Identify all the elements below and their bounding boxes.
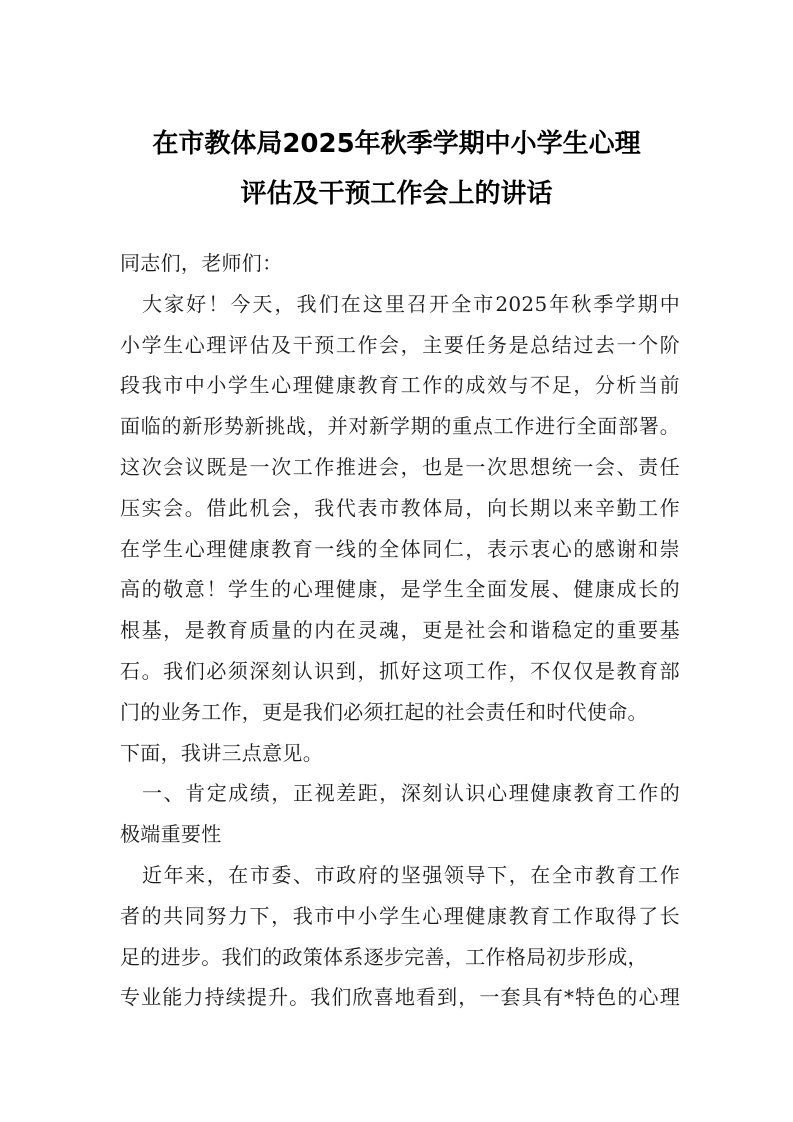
paragraph-line: 近年来，在市委、市政府的坚强领导下，在全市教育工作 <box>142 862 680 887</box>
paragraph-line: 大家好！今天，我们在这里召开全市2025年秋季学期中 <box>142 291 680 316</box>
salutation: 同志们，老师们： <box>120 251 283 275</box>
paragraph-line: 压实会。借此机会，我代表市教体局，向长期以来辛勤工作 <box>120 495 680 520</box>
paragraph-line: 段我市中小学生心理健康教育工作的成效与不足，分析当前 <box>120 373 680 398</box>
document-body <box>120 243 680 1018</box>
paragraph-line: 根基，是教育质量的内在灵魂，更是社会和谐稳定的重要基 <box>120 618 680 643</box>
paragraph-line: 小学生心理评估及干预工作会，主要任务是总结过去一个阶 <box>120 332 680 357</box>
paragraph-line: 门的业务工作，更是我们必须扛起的社会责任和时代使命。 <box>120 699 648 724</box>
section-heading-line: 一、肯定成绩，正视差距，深刻认识心理健康教育工作的 <box>142 781 680 806</box>
document-title-line-2: 评估及干预工作会上的讲话 <box>240 179 553 209</box>
paragraph-line: 在学生心理健康教育一线的全体同仁，表示衷心的感谢和崇 <box>120 536 680 561</box>
paragraph-line: 石。我们必须深刻认识到，抓好这项工作，不仅仅是教育部 <box>120 658 680 683</box>
paragraph-line: 足的进步。我们的政策体系逐步完善，工作格局初步形成， <box>120 944 648 969</box>
paragraph-line: 面临的新形势新挑战，并对新学期的重点工作进行全面部署。 <box>120 414 680 439</box>
paragraph-line: 下面，我讲三点意见。 <box>120 740 323 765</box>
document-title-line-1: 在市教体局2025年秋季学期中小学生心理 <box>152 129 641 159</box>
paragraph-line: 者的共同努力下，我市中小学生心理健康教育工作取得了长 <box>120 903 680 928</box>
paragraph-line: 这次会议既是一次工作推进会，也是一次思想统一会、责任 <box>120 454 680 479</box>
paragraph-line: 高的敬意！学生的心理健康，是学生全面发展、健康成长的 <box>120 577 680 602</box>
paragraph-line: 专业能力持续提升。我们欣喜地看到，一套具有*特色的心理 <box>120 985 680 1010</box>
section-heading-line: 极端重要性 <box>120 822 222 847</box>
